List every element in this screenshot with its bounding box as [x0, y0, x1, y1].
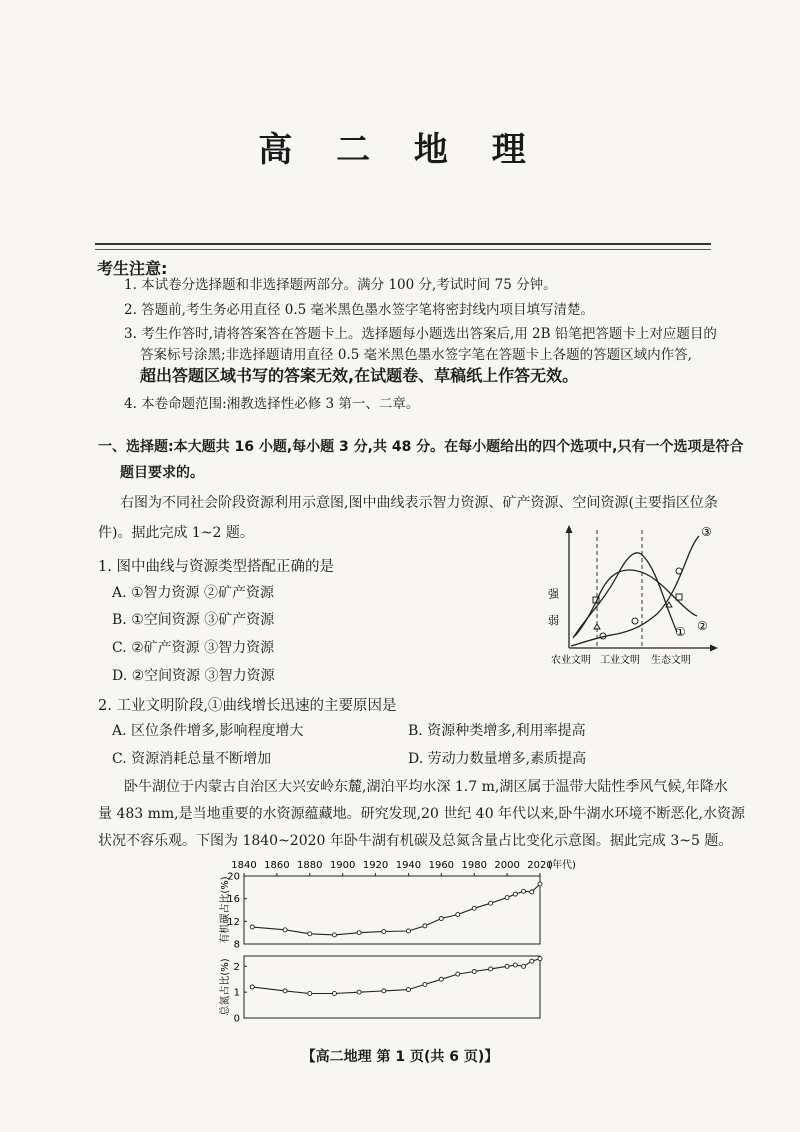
diagram-ylabel: 强 弱: [546, 588, 560, 632]
curve-label-2: ②: [697, 619, 708, 633]
diagram-y-arrow: [566, 525, 573, 533]
x-tick-label: 1900: [329, 860, 356, 871]
stage-label-ecology: 生态文明: [651, 655, 691, 666]
y-tick-label: 2: [233, 961, 240, 973]
data-point: [357, 990, 361, 994]
data-point: [308, 991, 312, 995]
data-point: [439, 917, 443, 921]
q2-option-c: C. 资源消耗总量不断增加: [112, 751, 272, 767]
header-rule-thin: [95, 249, 711, 250]
q2-option-a: A. 区位条件增多,影响程度增大: [112, 723, 304, 739]
q2-option-d: D. 劳动力数量增多,素质提高: [408, 751, 587, 767]
data-point: [505, 896, 509, 900]
stage-label-industry: 工业文明: [600, 655, 640, 666]
x-axis-unit: (年代): [548, 860, 576, 871]
data-point: [472, 906, 476, 910]
x-tick-label: 1940: [395, 860, 422, 871]
data-point: [456, 913, 460, 917]
data-point: [538, 957, 542, 961]
data-point: [522, 889, 526, 893]
x-tick-label: 1980: [461, 860, 487, 871]
section-heading-cont: 题目要求的。: [120, 465, 204, 481]
q1-stem: 1. 图中曲线与资源类型搭配正确的是: [98, 559, 334, 575]
curve-label-1: ①: [675, 625, 686, 639]
y-tick-label: 20: [227, 871, 240, 883]
chart-frame: [244, 876, 540, 944]
x-tick-label: 1960: [428, 860, 455, 871]
data-point: [250, 985, 254, 989]
y-axis-label: 总氮占比(%): [220, 958, 231, 1016]
data-point: [308, 932, 312, 936]
lake-chart: [222, 856, 582, 1024]
intro1-line2: 件)。据此完成 1~2 题。: [98, 525, 254, 541]
q1-option-d: D. ②空间资源 ③智力资源: [112, 668, 275, 684]
data-point: [332, 991, 336, 995]
y-axis-label: 有机碳占比(%): [220, 876, 231, 944]
y-tick-label: 16: [227, 894, 240, 906]
diagram-x-arrow: [710, 645, 718, 652]
notice-item-4: 4. 本卷命题范围:湘教选择性必修 3 第一、二章。: [124, 396, 420, 412]
exam-title: 高 二 地 理: [258, 130, 542, 170]
x-tick-label: 2000: [494, 860, 520, 871]
data-point: [513, 892, 517, 896]
data-point: [489, 967, 493, 971]
data-point: [283, 928, 287, 932]
stage-label-agriculture: 农业文明: [551, 655, 591, 666]
page-footer: 【高二地理 第 1 页(共 6 页)】: [301, 1049, 499, 1065]
data-point: [530, 890, 534, 894]
data-point: [423, 982, 427, 986]
data-point: [505, 964, 509, 968]
data-point: [357, 931, 361, 935]
y-tick-label: 12: [227, 916, 240, 928]
data-point: [406, 929, 410, 933]
q2-stem: 2. 工业文明阶段,①曲线增长迅速的主要原因是: [98, 698, 397, 714]
notice-item-3c: 超出答题区域书写的答案无效,在试题卷、草稿纸上作答无效。: [140, 366, 579, 385]
series-line: [252, 884, 540, 935]
data-point: [522, 964, 526, 968]
x-tick-label: 2020: [527, 860, 553, 871]
x-tick-label: 1920: [362, 860, 389, 871]
q1-option-a: A. ①智力资源 ②矿产资源: [112, 585, 275, 601]
data-point: [382, 930, 386, 934]
intro1-line1: 右图为不同社会阶段资源利用示意图,图中曲线表示智力资源、矿产资源、空间资源(主要指区位条: [120, 495, 718, 511]
curve-label-3: ③: [701, 525, 712, 539]
data-point: [382, 989, 386, 993]
chart-frame: [244, 956, 540, 1018]
header-rule: [95, 243, 711, 245]
data-point: [538, 882, 542, 886]
intro2-line2: 量 483 mm,是当地重要的水资源蕴藏地。研究发现,20 世纪 40 年代以来,卧牛湖水环境不断恶化,水资源: [98, 806, 745, 822]
x-tick-label: 1840: [231, 860, 257, 871]
data-point: [489, 901, 493, 905]
notice-item-3: 3. 考生作答时,请将答案答在答题卡上。选择题每小题选出答案后,用 2B 铅笔把答题卡上对应题目的: [124, 326, 717, 342]
q2-option-b: B. 资源种类增多,利用率提高: [408, 723, 586, 739]
notice-heading: 考生注意:: [97, 259, 168, 278]
curve-3-marker: [632, 618, 638, 624]
y-tick-label: 0: [233, 1013, 240, 1025]
data-point: [250, 925, 254, 929]
data-point: [439, 977, 443, 981]
intro2-line1: 卧牛湖位于内蒙古自治区大兴安岭东麓,湖泊平均水深 1.7 m,湖区属于温带大陆性季风气候,年降水: [124, 779, 728, 795]
data-point: [423, 924, 427, 928]
curve-1: [573, 553, 677, 638]
x-tick-label: 1860: [264, 860, 290, 871]
x-tick-label: 1880: [297, 860, 323, 871]
data-point: [283, 989, 287, 993]
y-tick-label: 8: [233, 939, 240, 951]
data-point: [406, 988, 410, 992]
y-tick-label: 1: [233, 987, 240, 999]
data-point: [456, 972, 460, 976]
data-point: [332, 933, 336, 937]
resource-diagram: [545, 520, 725, 670]
notice-item-3b: 答案标号涂黑;非选择题请用直径 0.5 毫米黑色墨水签字笔在答题卡上各题的答题区域内作答,: [140, 347, 692, 363]
q1-option-b: B. ①空间资源 ③矿产资源: [112, 612, 275, 628]
q1-option-c: C. ②矿产资源 ③智力资源: [112, 640, 275, 656]
data-point: [530, 959, 534, 963]
data-point: [513, 963, 517, 967]
data-point: [472, 970, 476, 974]
series-line: [252, 959, 540, 994]
section-heading: 一、选择题:本大题共 16 小题,每小题 3 分,共 48 分。在每小题给出的四个选项中,只有一个选项是符合: [98, 439, 744, 455]
notice-item-2: 2. 答题前,考生务必用直径 0.5 毫米黑色墨水签字笔将密封线内项目填写清楚。: [124, 302, 595, 318]
curve-3-marker: [676, 568, 682, 574]
intro2-line3: 状况不容乐观。下图为 1840~2020 年卧牛湖有机碳及总氮含量占比变化示意图。据此完成 3~5 题。: [98, 833, 733, 849]
notice-item-1: 1. 本试卷分选择题和非选择题两部分。满分 100 分,考试时间 75 分钟。: [124, 277, 557, 293]
